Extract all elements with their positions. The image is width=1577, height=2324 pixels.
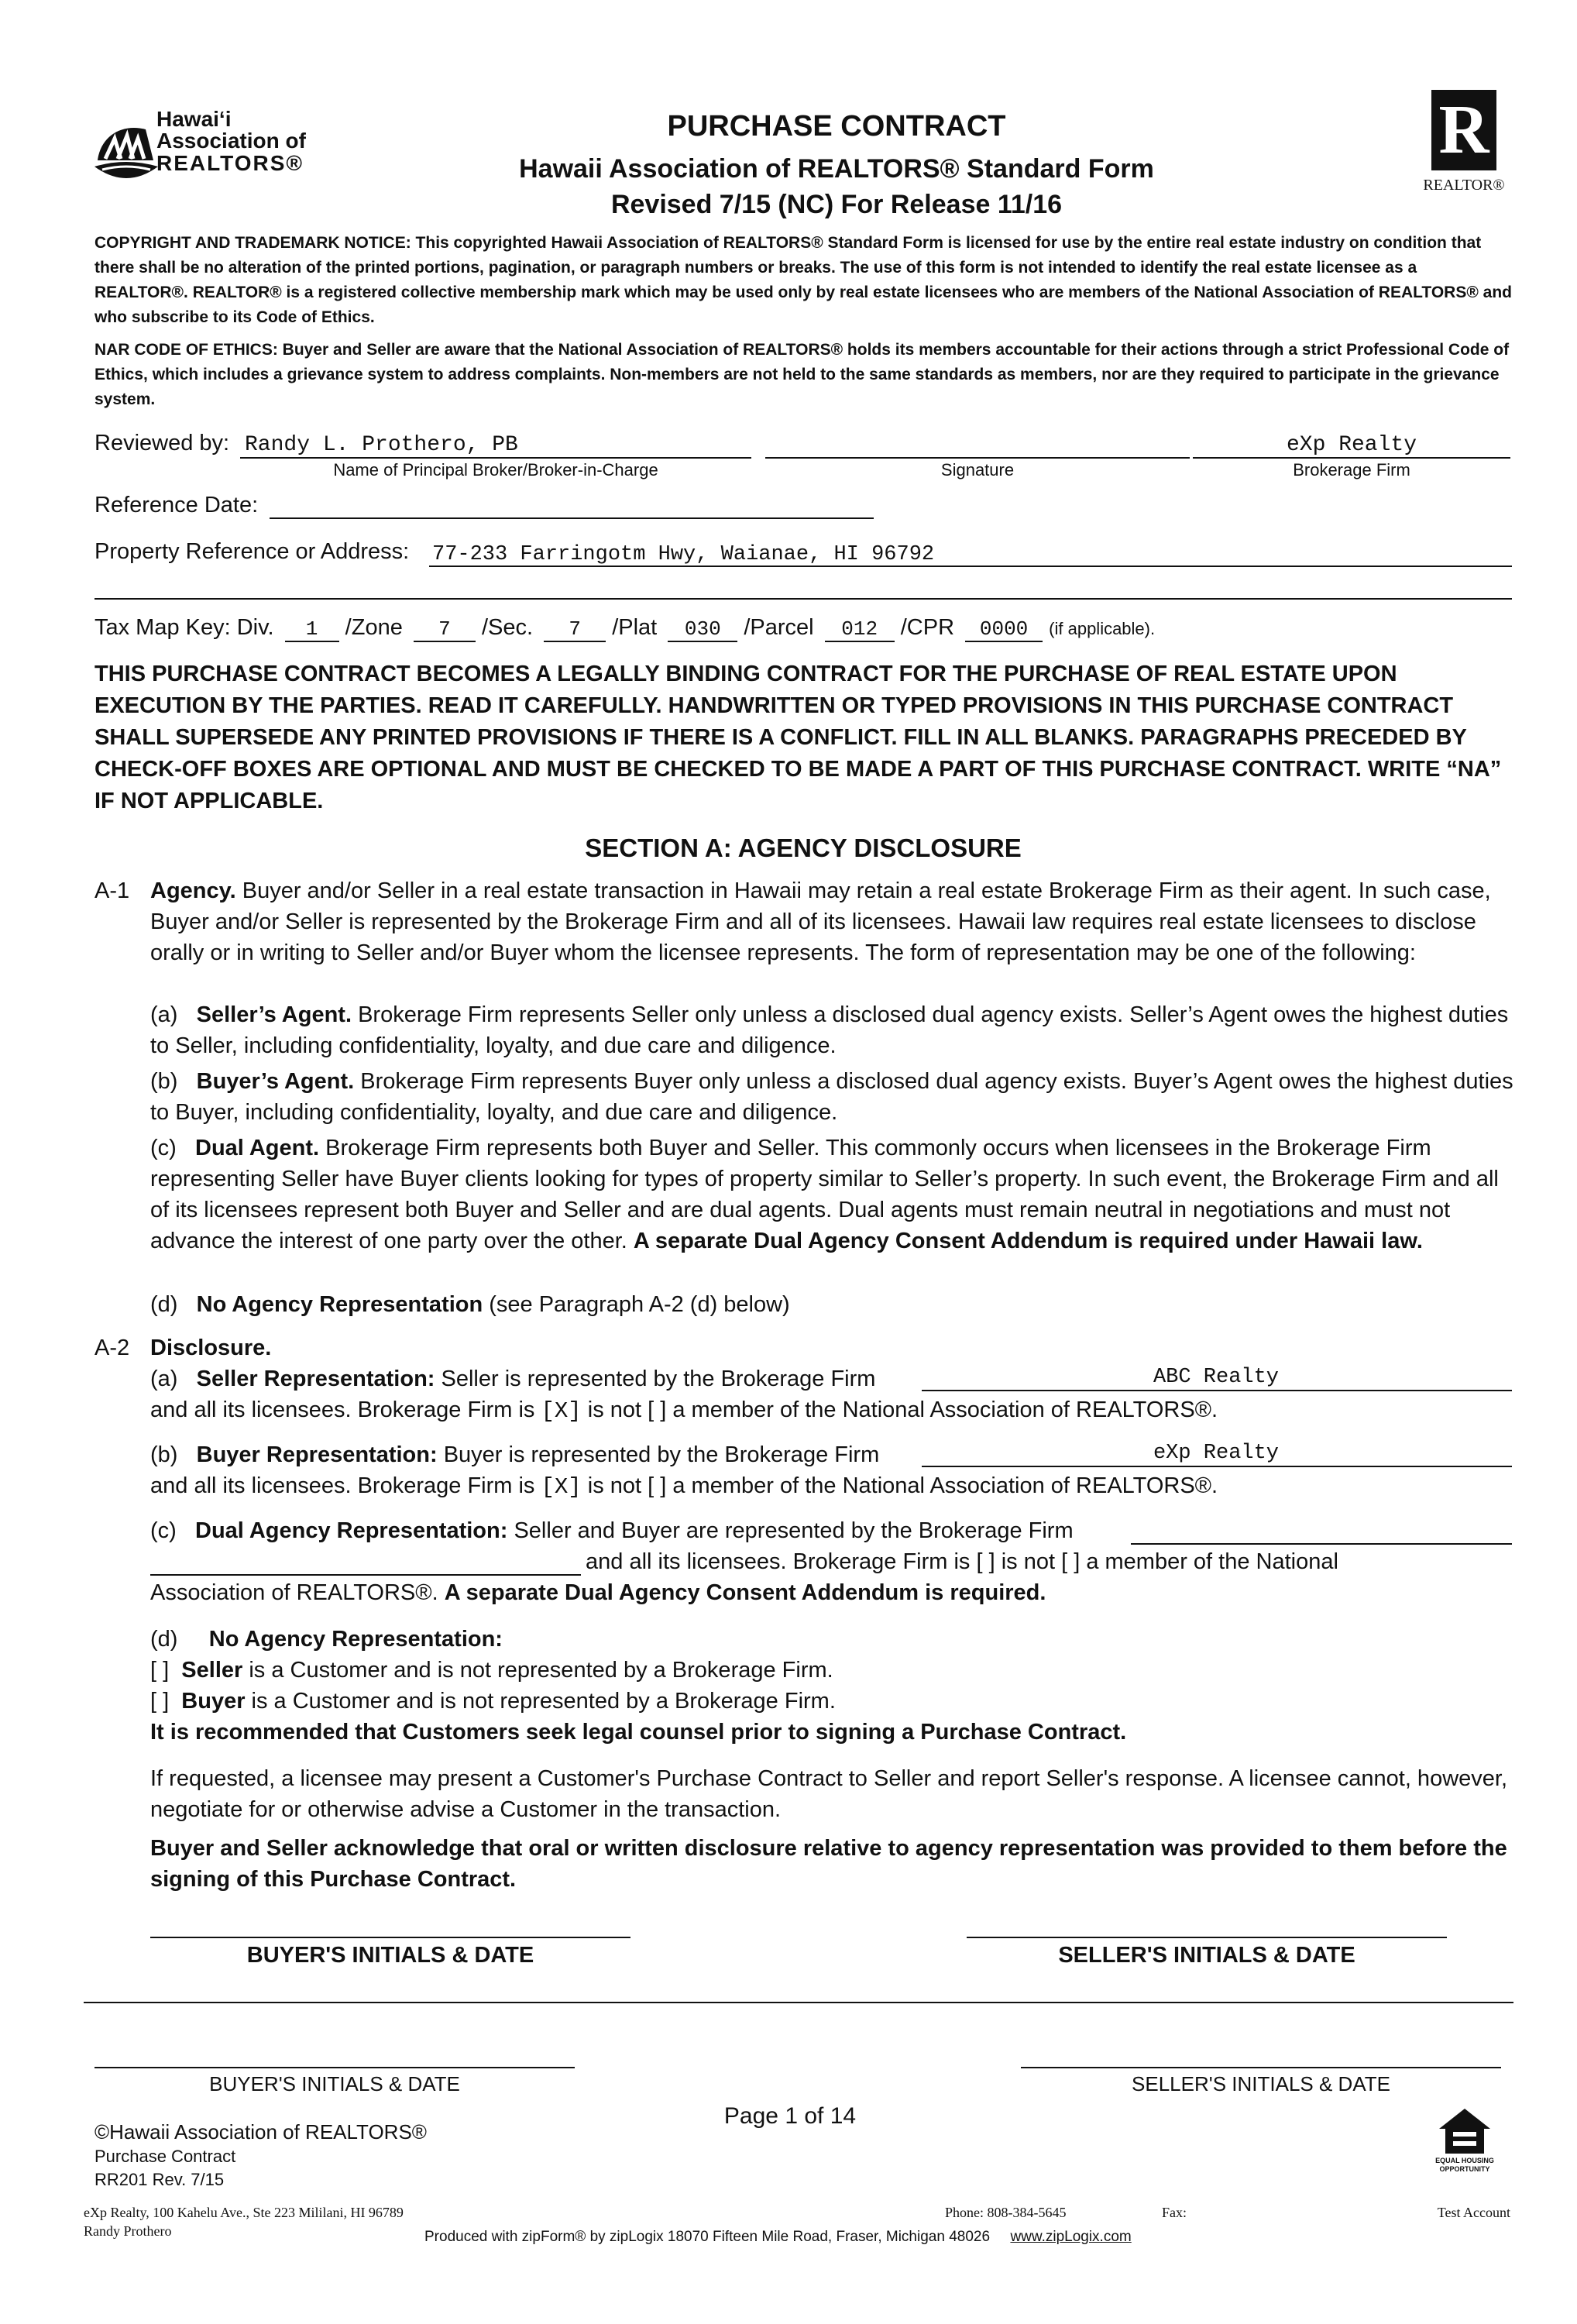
a2b-text: Buyer is represented by the Brokerage Firm [437, 1442, 880, 1467]
customer-contract-note: If requested, a licensee may present a Customer's Purchase Contract to Seller and report Seller's response. A licensee cannot, however, negotiate for or otherwise advise a Customer in the transaction. [150, 1766, 1508, 1822]
a2d-seller-text: is a Customer and is not represented by a Brokerage Firm. [242, 1658, 833, 1683]
binding-contract-notice: THIS PURCHASE CONTRACT BECOMES A LEGALLY BINDING CONTRACT FOR THE PURCHASE OF REAL ESTATE UPON EXECUTION BY THE PARTIES. READ IT CAREFULLY. HANDWRITTEN OR TYPED PROVISIONS IN THIS PURCHASE CONTRACT SHALL SUPERSEDE ANY PRINTED PROVISIONS IF THERE IS A CONFLICT. FILL IN ALL BLANKS. PARAGRAPHS PRECEDED BY CHECK-OFF BOXES ARE OPTIONAL AND MUST BE CHECKED TO BE MADE A PART OF THIS PURCHASE CONTRACT. WRITE “NA” IF NOT APPLICABLE. [94, 662, 1502, 813]
a2c-line3-text: Association of REALTORS®. [150, 1580, 445, 1605]
a1-dual-agent [150, 1133, 1513, 1257]
a1c-bold: A separate Dual Agency Consent Addendum is required under Hawaii law. [633, 1229, 1423, 1253]
a2b-post: a member of the National Association of REALTORS®. [666, 1473, 1218, 1498]
section-buyer-initials-label: BUYER'S INITIALS & DATE [246, 1943, 534, 1968]
ethics-notice: NAR CODE OF ETHICS: Buyer and Seller are aware that the National Association of REALTORS® holds its members accountable for their actions through a strict Professional Code of Ethics, which includes a grievance system to address complaints. Non-members are not held to the same standards as members, nor are they required to participate in the grievance system. [94, 341, 1510, 408]
a1-sellers-agent [150, 999, 1513, 1061]
seller-firm-not-member-checkbox[interactable]: [ ] [648, 1397, 667, 1422]
realtor-mark [1425, 90, 1503, 206]
property-address-line-2[interactable] [94, 598, 1512, 600]
footer-office: eXp Realty, 100 Kahelu Ave., Ste 223 Mililani, HI 96789 [84, 2205, 404, 2220]
tmk-sec-label: /Sec. [481, 615, 534, 640]
section-seller-initials-label: SELLER'S INITIALS & DATE [1058, 1943, 1355, 1968]
footer-copyright: ©Hawaii Association of REALTORS® [94, 2120, 427, 2144]
a2c-text: Seller and Buyer are represented by the Brokerage Firm [507, 1518, 1074, 1543]
footer-produced-by [424, 2228, 1132, 2247]
broker-name-caption: Name of Principal Broker/Broker-in-Charge [333, 460, 658, 480]
footer-produced-text: Produced with zipForm® by zipLogix 18070 Fifteen Mile Road, Fraser, Michigan 48026 [424, 2229, 991, 2245]
buyer-firm-is-member-checkbox[interactable]: [X] [541, 1474, 582, 1500]
a2d-title: No Agency Representation: [208, 1627, 503, 1652]
logo-line-3: REALTORS® [156, 151, 304, 175]
footer-form-code: RR201 Rev. 7/15 [94, 2170, 225, 2189]
logo-line-1: Hawai‘i [156, 107, 232, 131]
a1c-text: Brokerage Firm represents both Buyer and Seller. This commonly occurs when licensees in the Brokerage Firm representing Seller have Buyer clients looking for types of property similar to Seller’s property. In such event, the Brokerage Firm and all of its licensees represent both Buyer and Seller and are dual agents. Dual agents must remain neutral in negotiations and must not advance the interest of one party over the other. [150, 1136, 1499, 1253]
a1d-label: (d) [150, 1292, 178, 1317]
a2a-text: Seller is represented by the Brokerage Firm [435, 1367, 876, 1391]
a2b-mid: is not [581, 1473, 648, 1498]
footer-ziplogix-link[interactable]: www.zipLogix.com [1010, 2229, 1132, 2245]
property-address-value[interactable]: 77-233 Farringotm Hwy, Waianae, HI 96792 [432, 543, 935, 566]
signature-line[interactable] [765, 457, 1190, 459]
a2c-bold: A separate Dual Agency Consent Addendum is required. [444, 1580, 1046, 1605]
a1a-label: (a) [150, 1002, 178, 1027]
broker-name-line [240, 457, 751, 459]
realtor-label: REALTOR® [1423, 177, 1505, 194]
broker-name[interactable]: Randy L. Prothero, PB [245, 433, 518, 457]
footer-agent: Randy Prothero [84, 2223, 172, 2239]
seller-brokerage-firm-line [922, 1390, 1512, 1391]
tmk-sec[interactable]: 7 [544, 617, 606, 642]
a1-number: A-1 [94, 878, 130, 903]
a1c-title: Dual Agent. [195, 1136, 320, 1160]
section-seller-initials-line[interactable] [967, 1937, 1447, 1938]
a2d-seller-bold: Seller [181, 1658, 243, 1683]
property-address-line-1 [429, 566, 1512, 567]
tmk-label: Tax Map Key: Div. [94, 615, 274, 640]
reference-date-label: Reference Date: [94, 493, 259, 517]
a1-no-agency [150, 1289, 1513, 1320]
a2d-heading [150, 1624, 503, 1655]
brokerage-firm-value[interactable]: eXp Realty [1286, 433, 1417, 457]
buyer-customer-checkbox[interactable]: [ ] [150, 1689, 170, 1714]
page-number: Page 1 of 14 [723, 2103, 857, 2129]
tmk-cpr-label: /CPR [900, 615, 955, 640]
buyer-brokerage-firm-line [922, 1466, 1512, 1467]
footer-buyer-initials-label: BUYER'S INITIALS & DATE [209, 2072, 460, 2095]
a1a-text: Brokerage Firm represents Seller only unless a disclosed dual agency exists. Seller’s Agent owes the highest duties to Seller, including confidentiality, loyalty, and due care and diligence. [150, 1002, 1509, 1058]
reviewed-by-label: Reviewed by: [94, 431, 230, 456]
a1b-text: Brokerage Firm represents Buyer only unless a disclosed dual agency exists. Buyer’s Agent owes the highest duties to Buyer, including confidentiality, loyalty, and due care and diligence. [150, 1069, 1513, 1125]
footer-fax: Fax: [1162, 2205, 1187, 2220]
a2a-line-2 [150, 1394, 1218, 1427]
form-revision: Revised 7/15 (NC) For Release 11/16 [610, 190, 1063, 219]
dual-brokerage-firm-line-1[interactable] [1131, 1543, 1512, 1545]
a2a-line2-pre: and all its licensees. Brokerage Firm is [150, 1397, 541, 1422]
tmk-parcel[interactable]: 012 [825, 617, 895, 642]
a1-agency-paragraph [150, 875, 1513, 968]
equal-housing-icon [1438, 2107, 1492, 2155]
a2c-line-2 [586, 1546, 1338, 1577]
footer-seller-initials-label: SELLER'S INITIALS & DATE [1132, 2072, 1390, 2095]
a1-title: Agency. [150, 878, 236, 903]
a1-buyers-agent [150, 1066, 1513, 1128]
a1b-label: (b) [150, 1069, 178, 1094]
property-address-label: Property Reference or Address: [94, 539, 410, 564]
a2a-label: (a) [150, 1367, 178, 1391]
a2c-line-1 [150, 1515, 1074, 1546]
footer-buyer-initials-line[interactable] [94, 2067, 575, 2068]
a2-title: Disclosure. [150, 1336, 272, 1360]
a2d-buyer-row [150, 1686, 836, 1717]
brokerage-firm-caption: Brokerage Firm [1293, 460, 1410, 480]
dual-brokerage-firm-line-2[interactable] [150, 1574, 581, 1576]
dual-firm-is-member-checkbox[interactable]: [ ] [976, 1549, 995, 1574]
hawaii-realtors-logo [91, 108, 339, 194]
equal-housing-label: EQUAL HOUSING OPPORTUNITY [1435, 2157, 1494, 2173]
a1b-title: Buyer’s Agent. [196, 1069, 355, 1094]
tmk-parcel-label: /Parcel [744, 615, 814, 640]
a2d-buyer-text: is a Customer and is not represented by a Brokerage Firm. [245, 1689, 836, 1714]
section-buyer-initials-line[interactable] [150, 1937, 630, 1938]
footer-account: Test Account [1437, 2205, 1510, 2220]
tmk-div[interactable]: 1 [285, 617, 339, 642]
legal-counsel-recommendation: It is recommended that Customers seek legal counsel prior to signing a Purchase Contract. [150, 1720, 1127, 1745]
a1d-text: (see Paragraph A-2 (d) below) [483, 1292, 790, 1317]
tmk-plat[interactable]: 030 [668, 617, 737, 642]
buyer-brokerage-firm[interactable]: eXp Realty [1153, 1442, 1280, 1465]
disclosure-acknowledgement: Buyer and Seller acknowledge that oral or written disclosure relative to agency representation was provided to them before the signing of this Purchase Contract. [150, 1836, 1507, 1892]
a2c-mid: is not [995, 1549, 1062, 1574]
a1a-title: Seller’s Agent. [196, 1002, 352, 1027]
a2a-post: a member of the National Association of REALTORS®. [666, 1397, 1218, 1422]
a2a-title: Seller Representation: [196, 1367, 435, 1391]
a2b-line-2 [150, 1470, 1218, 1503]
brokerage-firm-line [1193, 457, 1510, 459]
signature-caption: Signature [940, 460, 1015, 480]
dual-firm-not-member-checkbox[interactable]: [ ] [1061, 1549, 1081, 1574]
tmk-zone-label: /Zone [345, 615, 403, 640]
equal-housing-logo [1422, 2107, 1507, 2185]
buyer-firm-not-member-checkbox[interactable]: [ ] [648, 1473, 667, 1498]
tmk-plat-label: /Plat [612, 615, 658, 640]
page-subtitle: Hawaii Association of REALTORS® Standard Form [519, 154, 1154, 184]
a2c-post: a member of the National [1080, 1549, 1338, 1574]
a1c-label: (c) [150, 1136, 177, 1160]
seller-customer-checkbox[interactable]: [ ] [150, 1658, 170, 1683]
a1d-title: No Agency Representation [196, 1292, 483, 1317]
footer-form-name: Purchase Contract [94, 2147, 236, 2166]
seller-brokerage-firm[interactable]: ABC Realty [1153, 1366, 1280, 1389]
a2-number: A-2 [94, 1336, 130, 1360]
a1-intro: Buyer and/or Seller in a real estate transaction in Hawaii may retain a real estate Brokerage Firm as their agent. In such case, Buyer and/or Seller is represented by the Brokerage Firm and all of its licensees. Hawaii law requires real estate licensees to disclose orally or in writing to Seller and/or Buyer whom the licensee represents. The form of representation may be one of the following: [150, 878, 1491, 965]
a2d-buyer-bold: Buyer [181, 1689, 246, 1714]
a2c-title: Dual Agency Representation: [195, 1518, 508, 1543]
footer-seller-initials-line[interactable] [1021, 2067, 1501, 2068]
a2c-line2-text: and all its licensees. Brokerage Firm is [586, 1549, 977, 1574]
seller-firm-is-member-checkbox[interactable]: [X] [541, 1398, 582, 1424]
a2b-line-1 [150, 1439, 879, 1470]
section-a-heading: SECTION A: AGENCY DISCLOSURE [585, 834, 1022, 862]
footer-phone: Phone: 808-384-5645 [945, 2205, 1067, 2220]
tax-map-key-row [94, 612, 1155, 645]
a2a-mid: is not [581, 1397, 648, 1422]
logo-line-2: Association of [156, 129, 306, 153]
page-title: PURCHASE CONTRACT [667, 110, 1006, 143]
copyright-notice: COPYRIGHT AND TRADEMARK NOTICE: This copyrighted Hawaii Association of REALTORS® Standard Form is licensed for use by the entire real estate industry on condition that there shall be no alteration of the printed portions, pagination, or paragraph numbers or breaks. The use of this form is not intended to identify the real estate licensee as a REALTOR®. REALTOR® is a registered collective membership mark which may be used only by real estate licensees who are members of the National Association of REALTORS® and who subscribe to its Code of Ethics. [94, 234, 1512, 326]
realtor-r-icon: R [1431, 90, 1496, 170]
logo-mountain-icon [91, 112, 161, 190]
tmk-applicable-note: (if applicable). [1049, 619, 1156, 638]
a2c-line-3 [150, 1577, 1046, 1608]
a2c-label: (c) [150, 1518, 177, 1543]
reference-date-field[interactable] [270, 517, 874, 519]
a2d-seller-row [150, 1655, 833, 1686]
tmk-zone[interactable]: 7 [414, 617, 476, 642]
a2a-line-1 [150, 1363, 875, 1394]
a2d-label: (d) [150, 1627, 178, 1652]
a2b-label: (b) [150, 1442, 178, 1467]
tmk-cpr[interactable]: 0000 [965, 617, 1043, 642]
a2b-line2-pre: and all its licensees. Brokerage Firm is [150, 1473, 541, 1498]
a2b-title: Buyer Representation: [196, 1442, 438, 1467]
section-divider [84, 2002, 1513, 2003]
